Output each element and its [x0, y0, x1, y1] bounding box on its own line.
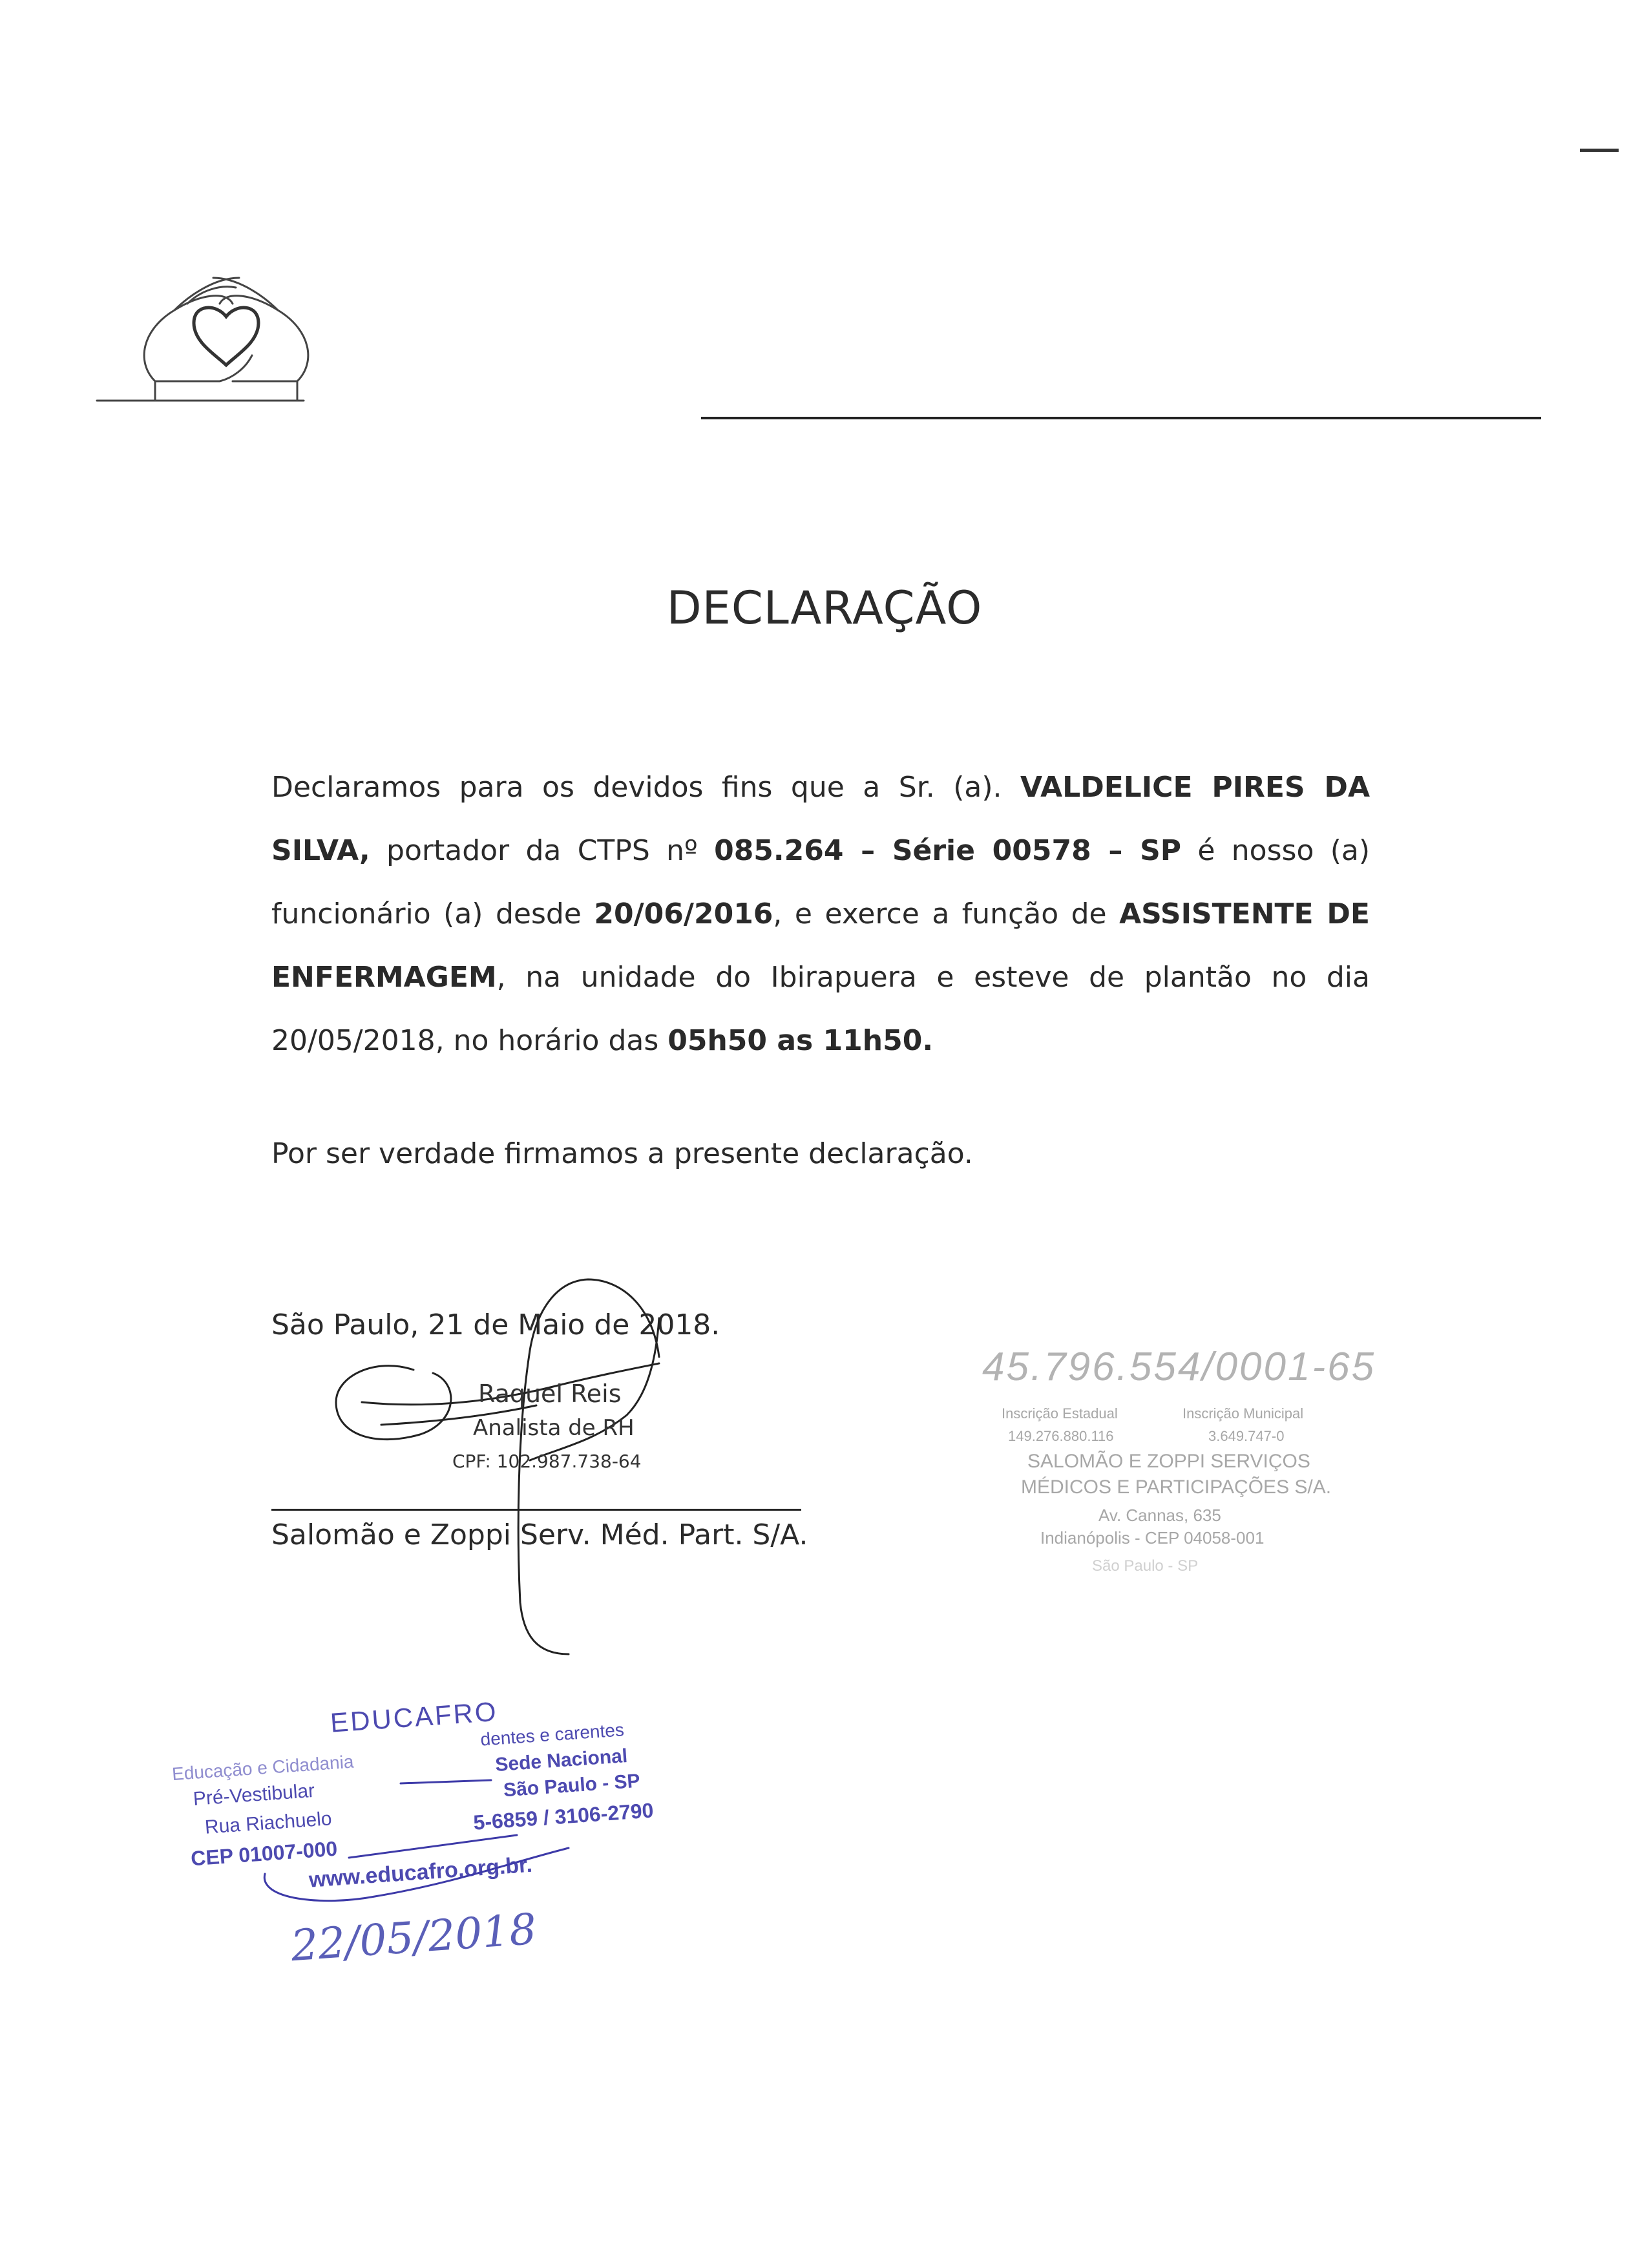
handwritten-date: 22/05/2018 — [289, 1904, 538, 1971]
stamp-line-2: MÉDICOS E PARTICIPAÇÕES S/A. — [1021, 1476, 1332, 1498]
signatory-name: Raquel Reis — [478, 1380, 622, 1408]
stamp-ie-value: 149.276.880.116 — [1008, 1428, 1114, 1444]
scan-mark — [1580, 149, 1619, 152]
job-role: ASSISTENTE DE ENFERMAGEM — [271, 898, 1370, 994]
hire-date: 20/06/2016 — [594, 898, 773, 930]
signatory-cpf: CPF: 102.987.738-64 — [452, 1451, 642, 1472]
stamp-line-4: Indianópolis - CEP 04058-001 — [1040, 1528, 1265, 1548]
employee-name: VALDELICE PIRES DA SILVA, — [271, 771, 1371, 867]
educafro-line-3: Rua Riachuelo — [204, 1808, 333, 1838]
company-name: Salomão e Zoppi Serv. Méd. Part. S/A. — [271, 1518, 808, 1551]
educafro-url: www.educafro.org.br. — [308, 1852, 533, 1893]
place-date: São Paulo, 21 de Maio de 2018. — [271, 1308, 720, 1341]
stamp-line-1: SALOMÃO E ZOPPI SERVIÇOS — [1027, 1451, 1310, 1472]
para-text-5: , na unidade do Ibirapuera e esteve de plantão no dia 20/05/2018, no horário das — [271, 961, 1370, 1057]
ctps-number: 085.264 – Série 00578 – SP — [714, 834, 1182, 867]
signature-rule — [271, 1509, 801, 1511]
educafro-line-4b: 5-6859 / 3106-2790 — [472, 1798, 655, 1834]
declaration-paragraph — [271, 756, 1370, 1073]
stamp-line-5: São Paulo - SP — [1092, 1557, 1199, 1575]
educafro-line-1: Educação e Cidadania — [171, 1751, 355, 1785]
educafro-line-1b: dentes e carentes — [479, 1719, 625, 1750]
educafro-title: EDUCAFRO — [329, 1696, 499, 1738]
educafro-line-2b: Sede Nacional — [494, 1745, 629, 1776]
stamp-im-label: Inscrição Municipal — [1182, 1405, 1304, 1422]
signatory-role: Analista de RH — [473, 1415, 635, 1441]
shift-hours: 05h50 as 11h50. — [667, 1024, 934, 1057]
stamp-cnpj: 45.796.554/0001-65 — [982, 1345, 1376, 1389]
educafro-pen-strokes — [246, 1745, 698, 1913]
stamp-ie-label: Inscrição Estadual — [1002, 1405, 1118, 1422]
document-title: DECLARAÇÃO — [666, 582, 983, 635]
stamp-line-3: Av. Cannas, 635 — [1098, 1506, 1221, 1525]
para-text-3: é nosso (a) funcionário (a) desde — [271, 834, 1370, 930]
para-text-2: portador da CTPS nº — [370, 834, 715, 867]
para-text-4: , e exerce a função de — [773, 898, 1120, 930]
para-text-1: Declaramos para os devidos fins que a Sr. (a). — [271, 771, 1021, 804]
educafro-line-3b: São Paulo - SP — [503, 1770, 641, 1801]
educafro-line-4: CEP 01007-000 — [190, 1836, 339, 1871]
header-rule — [701, 417, 1541, 419]
heart-hands-logo — [90, 252, 362, 407]
closing-sentence: Por ser verdade firmamos a presente declaração. — [271, 1137, 973, 1170]
company-stamp — [969, 1331, 1383, 1602]
educafro-line-2: Pré-Vestibular — [192, 1780, 316, 1810]
stamp-im-value: 3.649.747-0 — [1208, 1428, 1285, 1444]
